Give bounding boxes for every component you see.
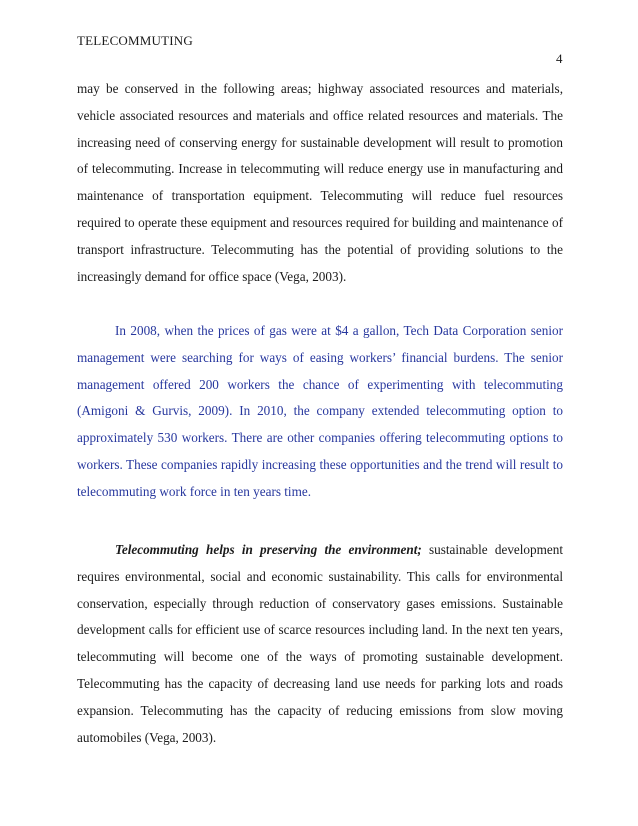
- paragraph-3-text: sustainable development requires environmental, social and economic sustainability. This calls for environmental conservation, especially through reduction of conservatory gases emissions. Sustainable development calls for efficient use of scarce resources including land. In the next ten years, telecommuting will become one of the ways of promoting sustainable development. Telecommuting has the capacity of decreasing land use needs for parking lots and roads expansion. Telecommuting has the capacity of reducing emissions from slow moving automobiles (Vega, 2003).: [77, 542, 563, 745]
- paragraph-3: [77, 537, 563, 751]
- paragraph-3-lead: Telecommuting helps in preserving the environment;: [115, 542, 422, 557]
- paragraph-1: may be conserved in the following areas; highway associated resources and materials, vehicle associated resources and materials and office related resources and materials. The increasing need of conserving energy for sustainable development will result to promotion of telecommuting. Increase in telecommuting will reduce energy use in manufacturing and maintenance of transportation equipment. Telecommuting will reduce fuel resources required to operate these equipment and resources required for building and maintenance of transport infrastructure. Telecommuting has the potential of providing solutions to the increasingly demand for office space (Vega, 2003).: [77, 81, 563, 284]
- running-head: TELECOMMUTING: [77, 33, 193, 48]
- page-number: 4: [556, 51, 563, 66]
- paragraph-2: In 2008, when the prices of gas were at $4 a gallon, Tech Data Corporation senior management were searching for ways of easing workers’ financial burdens. The senior management offered 200 workers the chance of experimenting with telecommuting (Amigoni & Gurvis, 2009). In 2010, the company extended telecommuting option to approximately 530 workers. There are other companies offering telecommuting options to workers. These companies rapidly increasing these opportunities and the trend will result to telecommuting work force in ten years time.: [77, 323, 563, 499]
